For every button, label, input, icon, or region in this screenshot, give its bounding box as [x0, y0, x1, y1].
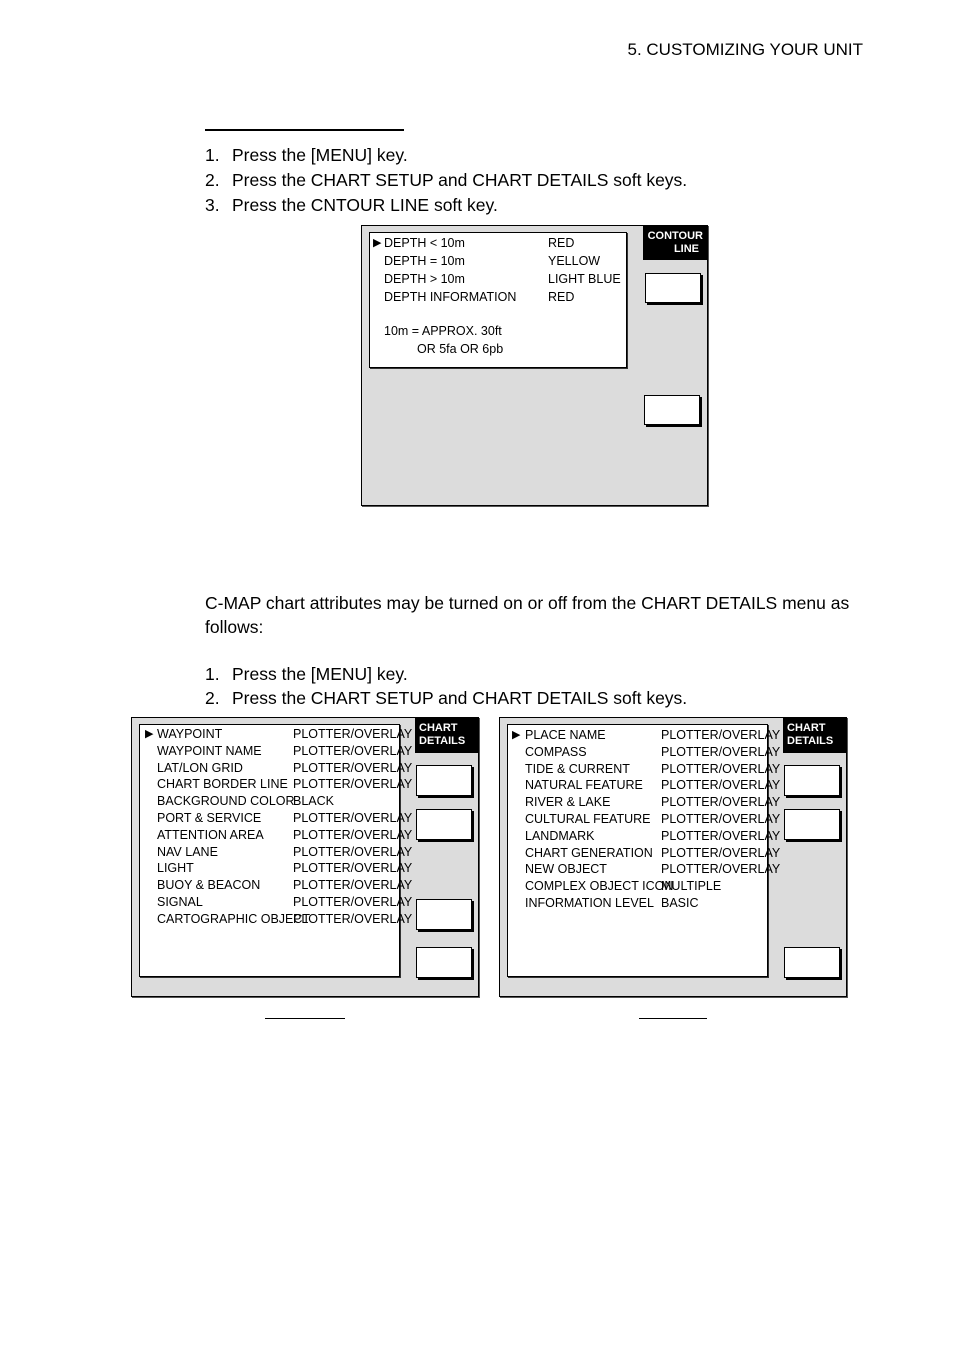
- soft-key-4[interactable]: [416, 947, 472, 978]
- soft-key-2[interactable]: [784, 809, 840, 840]
- menu-row-value: MULTIPLE: [661, 879, 722, 894]
- menu-row-value: RED: [548, 290, 575, 304]
- menu-row-value: PLOTTER/OVERLAY: [661, 812, 781, 826]
- chart-details-screen-2: [499, 717, 847, 997]
- menu-row-label: ATTENTION AREA: [157, 827, 264, 842]
- step-number: 3.: [205, 195, 220, 215]
- intro-paragraph: C-MAP chart attributes may be turned on or off from the CHART DETAILS menu as follows:: [205, 593, 850, 637]
- cursor-arrow-icon: ▶: [145, 728, 154, 740]
- step-text: Press the CHART SETUP and CHART DETAILS soft keys.: [232, 170, 688, 190]
- menu-row-label: TIDE & CURRENT: [525, 761, 630, 776]
- step-item: [205, 686, 687, 711]
- menu-row-value: BASIC: [661, 896, 699, 910]
- menu-row-label: NAV LANE: [157, 844, 218, 859]
- menu-row-label: DEPTH > 10m: [384, 272, 465, 286]
- menu-row-value: PLOTTER/OVERLAY: [661, 828, 781, 843]
- section-heading-rule: [205, 129, 404, 131]
- menu-row-value: PLOTTER/OVERLAY: [293, 727, 413, 741]
- soft-key-2[interactable]: [416, 809, 472, 840]
- menu-row-label: NEW OBJECT: [525, 862, 607, 877]
- menu-row-label: CHART GENERATION: [525, 845, 653, 860]
- menu-row-value: PLOTTER/OVERLAY: [293, 844, 413, 859]
- menu-row-value: PLOTTER/OVERLAY: [661, 761, 781, 776]
- depth-note-line2: OR 5fa OR 6pb: [417, 342, 504, 356]
- contour-line-screen: [361, 225, 708, 506]
- step-item: [205, 193, 498, 218]
- menu-row-label: BACKGROUND COLOR: [157, 794, 295, 809]
- step-item: [205, 143, 408, 168]
- step-number: 1.: [205, 145, 220, 165]
- menu-row-value: PLOTTER/OVERLAY: [293, 760, 413, 775]
- menu-row-value: RED: [548, 236, 575, 250]
- menu-row-value: PLOTTER/OVERLAY: [661, 862, 781, 877]
- menu-row-label: LAT/LON GRID: [157, 760, 243, 775]
- menu-row-label: WAYPOINT: [157, 727, 223, 741]
- menu-row-label: INFORMATION LEVEL: [525, 896, 654, 910]
- cursor-arrow-icon: ▶: [373, 237, 382, 249]
- contour-menu-box: [369, 232, 627, 368]
- menu-row-label: DEPTH INFORMATION: [384, 290, 517, 304]
- cursor-arrow-icon: ▶: [512, 729, 521, 741]
- menu-row-label: WAYPOINT NAME: [157, 743, 262, 758]
- menu-row-label: CARTOGRAPHIC OBJECT: [157, 911, 311, 926]
- menu-row-value: PLOTTER/OVERLAY: [661, 728, 781, 742]
- title-key-line1: CHART: [787, 722, 826, 734]
- soft-key-2[interactable]: [644, 395, 700, 425]
- page-header: 5. CUSTOMIZING YOUR UNIT: [627, 40, 863, 59]
- chart-details-menu-box-2: [507, 724, 781, 977]
- title-key-line2: DETAILS: [787, 735, 834, 747]
- menu-row-value: PLOTTER/OVERLAY: [293, 895, 413, 909]
- chart-details-title-key-2: [783, 718, 846, 753]
- figure-caption-rule-1: [265, 1018, 345, 1019]
- menu-row-label: PORT & SERVICE: [157, 811, 262, 825]
- menu-row-value: PLOTTER/OVERLAY: [293, 811, 413, 825]
- step-text: Press the CHART SETUP and CHART DETAILS soft keys.: [232, 688, 688, 708]
- menu-row-value: PLOTTER/OVERLAY: [293, 878, 413, 893]
- menu-row-value: PLOTTER/OVERLAY: [661, 778, 781, 793]
- menu-row-value: PLOTTER/OVERLAY: [293, 861, 413, 876]
- chart-details-screen-1: [131, 717, 479, 997]
- step-number: 1.: [205, 664, 220, 684]
- figure-caption-rule-2: [639, 1018, 707, 1019]
- menu-row-label: NATURAL FEATURE: [525, 778, 643, 793]
- menu-row-value: PLOTTER/OVERLAY: [293, 827, 413, 842]
- menu-row-label: CULTURAL FEATURE: [525, 812, 651, 826]
- step-item: [205, 168, 687, 193]
- step-text: Press the [MENU] key.: [232, 145, 408, 165]
- menu-row-label: COMPASS: [525, 744, 587, 759]
- soft-key-1[interactable]: [645, 273, 701, 303]
- step-number: 2.: [205, 170, 220, 190]
- menu-row-label: PLACE NAME: [525, 728, 606, 742]
- step-text: Press the CNTOUR LINE soft key.: [232, 195, 498, 215]
- soft-key-1[interactable]: [784, 765, 840, 796]
- menu-row-label: DEPTH < 10m: [384, 236, 465, 250]
- depth-note-line1: 10m = APPROX. 30ft: [384, 324, 502, 338]
- soft-key-3[interactable]: [416, 899, 472, 930]
- contour-line-title-key: [643, 226, 707, 260]
- menu-row-value: BLACK: [293, 794, 334, 809]
- menu-row-value: PLOTTER/OVERLAY: [293, 777, 413, 792]
- menu-row-label: LANDMARK: [525, 828, 595, 843]
- menu-row-label: LIGHT: [157, 861, 194, 876]
- title-key-line1: CONTOUR: [647, 230, 703, 242]
- menu-row-value: PLOTTER/OVERLAY: [293, 743, 413, 758]
- step-text: Press the [MENU] key.: [232, 664, 408, 684]
- menu-row-value: PLOTTER/OVERLAY: [661, 744, 781, 759]
- menu-row-label: RIVER & LAKE: [525, 795, 611, 810]
- chart-details-menu-box-1: [139, 724, 413, 977]
- menu-row-value: LIGHT BLUE: [548, 272, 621, 286]
- menu-row-value: PLOTTER/OVERLAY: [293, 911, 413, 926]
- menu-row-label: SIGNAL: [157, 895, 203, 909]
- menu-row-value: PLOTTER/OVERLAY: [661, 845, 781, 860]
- menu-row-value: PLOTTER/OVERLAY: [661, 795, 781, 810]
- soft-key-1[interactable]: [416, 765, 472, 796]
- menu-row-label: CHART BORDER LINE: [157, 777, 288, 792]
- menu-row-label: DEPTH = 10m: [384, 254, 465, 268]
- step-number: 2.: [205, 688, 220, 708]
- menu-row-label: COMPLEX OBJECT ICON: [525, 879, 674, 894]
- title-key-line1: CHART: [419, 722, 458, 734]
- title-key-line2: DETAILS: [419, 735, 466, 747]
- menu-row-value: YELLOW: [548, 254, 601, 268]
- chart-details-title-key-1: [415, 718, 478, 753]
- step-item: [205, 662, 408, 687]
- soft-key-4[interactable]: [784, 947, 840, 978]
- menu-row-label: BUOY & BEACON: [157, 878, 261, 893]
- title-key-line2: LINE: [673, 243, 699, 255]
